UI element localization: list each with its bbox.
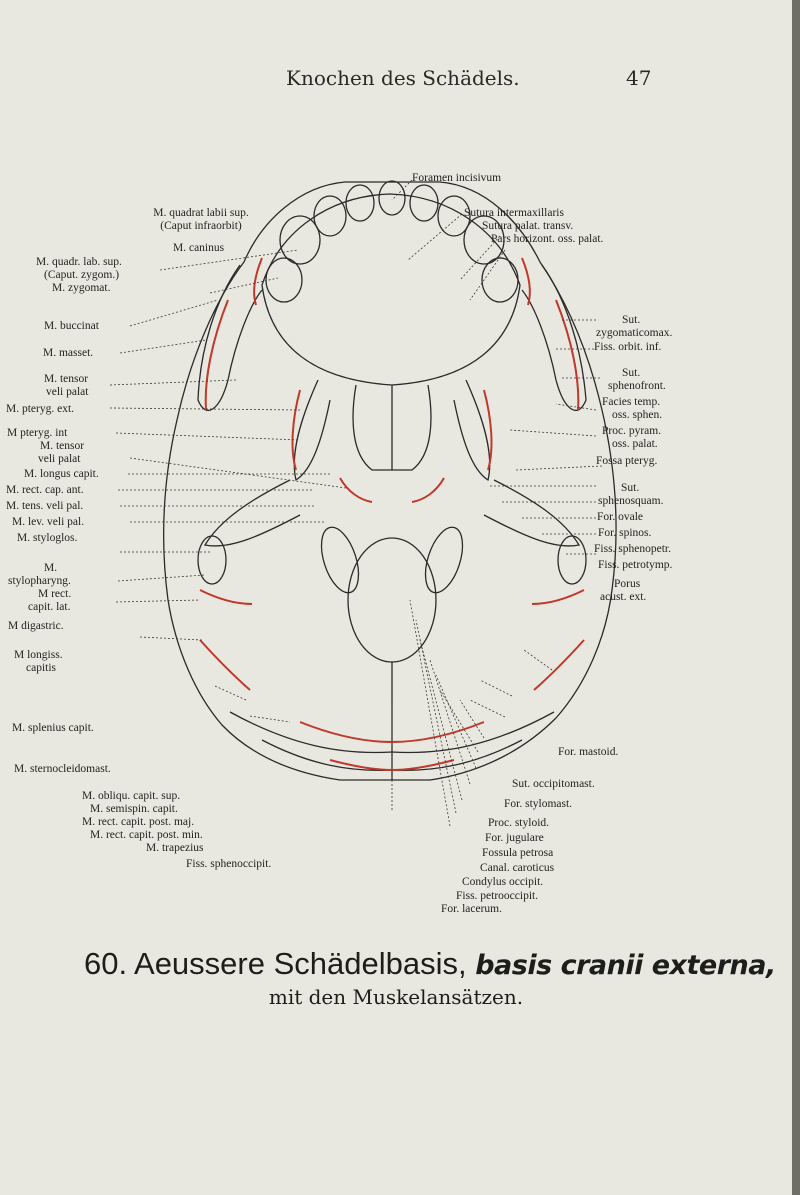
label-m-tensor-sub: veli palat xyxy=(46,386,89,398)
foramen-magnum xyxy=(348,538,436,662)
muscle-area-buccinator-right xyxy=(522,258,530,305)
skull-outline xyxy=(164,182,619,780)
muscle-area-masseter-right xyxy=(556,300,578,410)
page-number: 47 xyxy=(626,66,652,90)
label-canal-caroticus: Canal. caroticus xyxy=(480,862,555,874)
muscle-area-digastric-left xyxy=(200,590,252,604)
petrous-right xyxy=(484,480,579,546)
label-m-stylopharyng-sub: stylopharyng. xyxy=(8,575,71,587)
figure-latin-title: basis cranii externa, xyxy=(475,950,776,981)
label-fossula-petrosa: Fossula petrosa xyxy=(482,847,554,859)
muscle-area-masseter-left xyxy=(206,300,228,410)
figure-title: Aeussere Schädelbasis, xyxy=(134,946,467,981)
label-m-quadrat-labii-sub: (Caput infraorbit) xyxy=(160,220,242,232)
label-m-masset: M. masset. xyxy=(43,347,94,359)
label-sutura-palat: Sutura palat. transv. xyxy=(482,220,574,232)
label-sut-occipitomast: Sut. occipitomast. xyxy=(512,778,595,790)
muscle-area-digastric-right xyxy=(532,590,584,604)
label-fiss-sphenoccipit: Fiss. sphenoccipit. xyxy=(186,858,272,870)
figure-number: 60. xyxy=(84,946,128,981)
label-m-tensor-b: M. tensor xyxy=(40,440,85,452)
zygomatic-arch-right xyxy=(522,265,586,410)
label-m-longiss: M longiss. xyxy=(14,649,63,661)
label-m-styloglos: M. styloglos. xyxy=(17,532,78,544)
label-m-rect-min: M. rect. capit. post. min. xyxy=(90,829,203,841)
label-m-rect-cap-ant: M. rect. cap. ant. xyxy=(6,484,84,496)
label-m-pteryg-int: M pteryg. int xyxy=(7,427,68,439)
muscle-area-sternocleido-left xyxy=(200,640,250,690)
label-m-rect-maj: M. rect. capit. post. maj. xyxy=(82,816,195,828)
label-facies-temp: Facies temp. xyxy=(602,396,661,408)
label-pars-horizont: Pars horizont. oss. palat. xyxy=(491,233,604,245)
label-facies-temp-sub: oss. sphen. xyxy=(612,409,663,421)
label-m-tensor: M. tensor xyxy=(44,373,89,385)
label-m-quadrat-labii: M. quadrat labii sup. xyxy=(153,207,249,219)
label-m-buccinat: M. buccinat xyxy=(44,320,99,332)
label-m-digastric: M digastric. xyxy=(8,620,64,632)
label-m-zygomat: M. zygomat. xyxy=(52,282,111,294)
label-for-stylomast: For. stylomast. xyxy=(504,798,573,810)
label-fiss-petrooccipit: Fiss. petrooccipit. xyxy=(456,890,539,902)
label-proc-styloid: Proc. styloid. xyxy=(488,817,550,829)
label-for-ovale: For. ovale xyxy=(597,511,643,523)
label-m-longus-capit: M. longus capit. xyxy=(24,468,99,480)
figure-subtitle: mit den Muskelansätzen. xyxy=(268,985,524,1009)
label-m-pteryg-ext: M. pteryg. ext. xyxy=(6,403,75,415)
label-porus-sub: acust. ext. xyxy=(600,591,647,603)
label-sut-sph: Sut. xyxy=(622,367,641,379)
label-fiss-orbit: Fiss. orbit. inf. xyxy=(594,341,662,353)
label-porus: Porus xyxy=(614,578,641,590)
running-header-title: Knochen des Schädels. xyxy=(286,66,520,90)
label-fiss-petrotymp: Fiss. petrotymp. xyxy=(598,559,673,571)
label-proc-pyram-sub: oss. palat. xyxy=(612,438,658,450)
label-foramen-incisivum: Foramen incisivum xyxy=(412,172,502,184)
label-m-semispin: M. semispin. capit. xyxy=(90,803,178,815)
label-m-obliqu: M. obliqu. capit. sup. xyxy=(82,790,181,802)
label-m-rect-lat-sub: capit. lat. xyxy=(28,601,71,613)
label-for-lacerum: For. lacerum. xyxy=(441,903,502,915)
zygomatic-arch-left xyxy=(198,265,262,410)
label-m-stylopharyng: M. xyxy=(44,562,58,574)
figure-caption xyxy=(84,946,776,982)
label-proc-pyram: Proc. pyram. xyxy=(602,425,662,437)
label-sut-sph-sub: sphenofront. xyxy=(608,380,666,392)
label-sut-zyg: Sut. xyxy=(622,314,641,326)
label-sut-sphenosquam-sub: sphenosquam. xyxy=(598,495,664,507)
label-sutura-intermax: Sutura intermaxillaris xyxy=(464,207,564,219)
label-for-jugulare: For. jugulare xyxy=(485,832,544,844)
label-sut-zyg-sub: zygomaticomax. xyxy=(596,327,673,339)
label-fossa-pteryg: Fossa pteryg. xyxy=(596,455,658,467)
label-m-tensor-b-sub: veli palat xyxy=(38,453,81,465)
muscle-area-longus-right xyxy=(412,478,444,502)
label-m-rect-lat: M rect. xyxy=(38,588,72,600)
label-m-quadr-lab: M. quadr. lab. sup. xyxy=(36,256,122,268)
mastoid-right xyxy=(558,536,586,584)
label-m-lev-veli: M. lev. veli pal. xyxy=(12,516,85,528)
muscle-area-sternocleido-right xyxy=(534,640,584,690)
label-m-quadr-lab-sub: (Caput. zygom.) xyxy=(44,269,120,281)
label-for-spinos: For. spinos. xyxy=(598,527,652,539)
label-m-longiss-sub: capitis xyxy=(26,662,57,674)
label-sut-sphenosquam: Sut. xyxy=(621,482,640,494)
label-m-sternocleido: M. sternocleidomast. xyxy=(14,763,111,775)
muscle-area-longus-left xyxy=(340,478,372,502)
label-m-splenius: M. splenius capit. xyxy=(12,722,94,734)
teeth-row xyxy=(266,181,518,302)
label-for-mastoid: For. mastoid. xyxy=(558,746,619,758)
page-edge xyxy=(792,0,800,1195)
label-condylus-occipit: Condylus occipit. xyxy=(462,876,544,888)
label-m-trapezius: M. trapezius xyxy=(146,842,204,854)
label-fiss-sphenopetr: Fiss. sphenopetr. xyxy=(594,543,671,555)
label-m-caninus: M. caninus xyxy=(173,242,225,254)
label-m-tens-veli: M. tens. veli pal. xyxy=(6,500,84,512)
mastoid-left xyxy=(198,536,226,584)
